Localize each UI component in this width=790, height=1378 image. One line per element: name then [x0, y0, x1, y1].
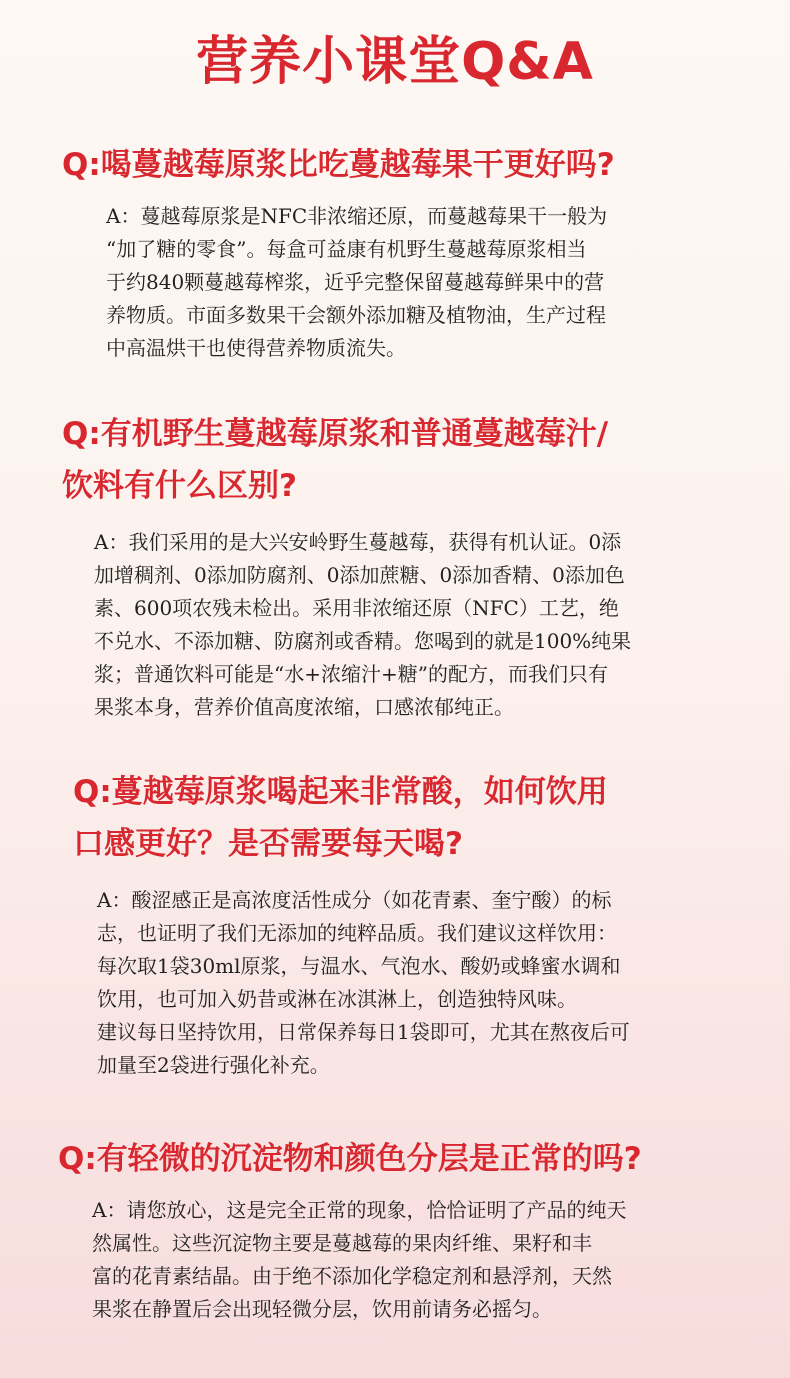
question-line: Q:有机野生蔓越莓原浆和普通蔓越莓汁/ [62, 416, 609, 452]
page-title: 营养小课堂Q&A [196, 32, 594, 92]
answer-line: 不兑水、不添加糖、防腐剂或香精。您喝到的就是100%纯果 [94, 629, 632, 653]
question-1 [62, 140, 615, 190]
answer-line: 加增稠剂、0添加防腐剂、0添加蔗糖、0添加香精、0添加色 [94, 563, 625, 587]
answer-4 [92, 1194, 642, 1326]
answer-line: 富的花青素结晶。由于绝不添加化学稳定剂和悬浮剂，天然 [92, 1264, 612, 1288]
answer-line: A：我们采用的是大兴安岭野生蔓越莓，获得有机认证。0添 [94, 530, 622, 554]
answer-line: 每次取1袋30ml原浆，与温水、气泡水、酸奶或蜂蜜水调和 [97, 954, 621, 978]
answer-line: A：蔓越莓原浆是NFC非浓缩还原，而蔓越莓果干一般为 [106, 204, 608, 228]
question-line: Q:蔓越莓原浆喝起来非常酸，如何饮用 [73, 774, 608, 810]
answer-line: 建议每日坚持饮用，日常保养每日1袋即可，尤其在熬夜后可 [97, 1020, 630, 1044]
qa-item-2 [62, 408, 631, 724]
question-3 [73, 766, 630, 870]
qa-item-4 [58, 1134, 642, 1326]
answer-line: 饮用，也可加入奶昔或淋在冰淇淋上，创造独特风味。 [97, 987, 577, 1011]
question-line: Q:喝蔓越莓原浆比吃蔓越莓果干更好吗? [62, 147, 615, 183]
answer-line: 然属性。这些沉淀物主要是蔓越莓的果肉纤维、果籽和丰 [92, 1231, 592, 1255]
question-line: Q:有轻微的沉淀物和颜色分层是正常的吗? [58, 1141, 642, 1177]
question-line: 口感更好？是否需要每天喝? [73, 826, 463, 862]
qa-item-3 [73, 766, 630, 1082]
answer-line: 果浆在静置后会出现轻微分层，饮用前请务必摇匀。 [92, 1297, 552, 1321]
answer-line: 养物质。市面多数果干会额外添加糖及植物油，生产过程 [106, 303, 606, 327]
answer-line: A：酸涩感正是高浓度活性成分（如花青素、奎宁酸）的标 [97, 888, 612, 912]
qa-item-1 [62, 140, 615, 365]
answer-1 [106, 200, 615, 365]
answer-line: 果浆本身，营养价值高度浓缩，口感浓郁纯正。 [94, 695, 514, 719]
answer-line: 浆；普通饮料可能是“水+浓缩汁+糖”的配方，而我们只有 [94, 662, 608, 686]
answer-line: A：请您放心，这是完全正常的现象，恰恰证明了产品的纯天 [92, 1198, 627, 1222]
question-2 [62, 408, 631, 512]
answer-line: 志，也证明了我们无添加的纯粹品质。我们建议这样饮用： [97, 921, 617, 945]
question-4 [58, 1134, 642, 1184]
answer-line: 于约840颗蔓越莓榨浆，近乎完整保留蔓越莓鲜果中的营 [106, 270, 605, 294]
answer-line: 素、600项农残未检出。采用非浓缩还原（NFC）工艺，绝 [94, 596, 619, 620]
answer-line: 加量至2袋进行强化补充。 [97, 1053, 330, 1077]
answer-3 [97, 884, 630, 1082]
answer-2 [94, 526, 631, 724]
question-line: 饮料有什么区别? [62, 468, 297, 504]
answer-line: 中高温烘干也使得营养物质流失。 [106, 336, 406, 360]
answer-line: “加了糖的零食”。每盒可益康有机野生蔓越莓原浆相当 [106, 237, 587, 261]
